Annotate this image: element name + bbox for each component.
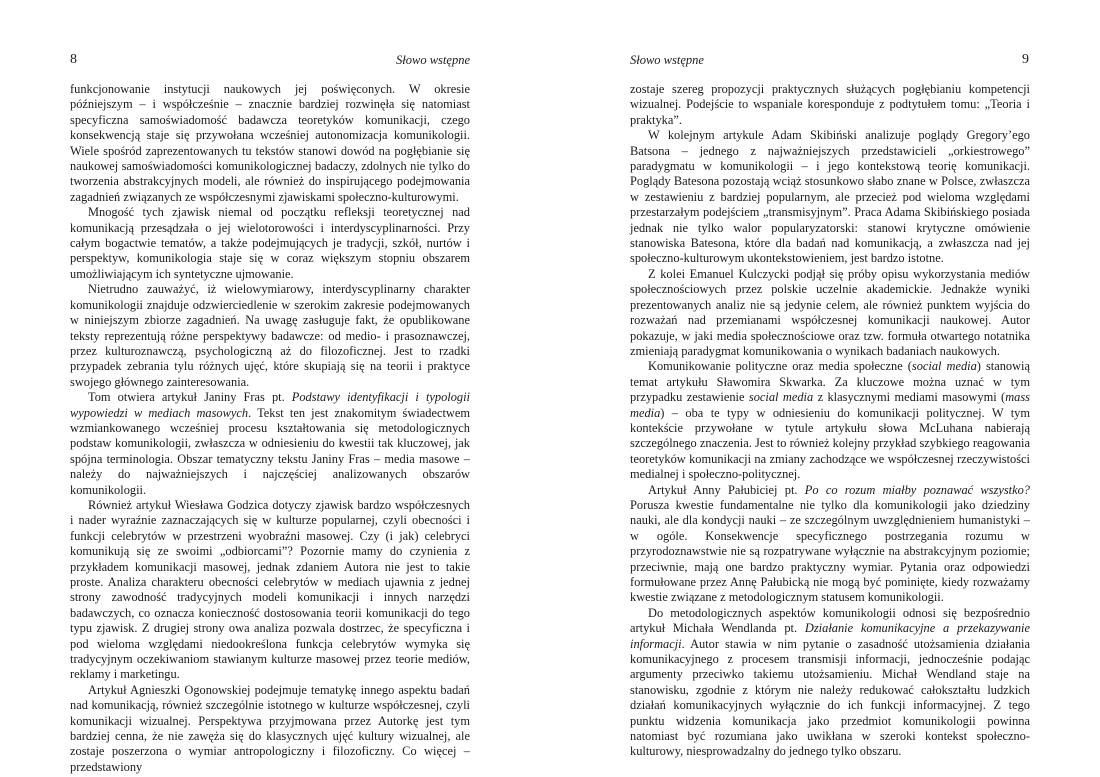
italic-title-text: Działanie komunikacyjne a przekazywanie informacji bbox=[630, 621, 1030, 651]
paragraph bbox=[70, 205, 470, 282]
italic-title-text: social media bbox=[748, 390, 814, 405]
paragraph-text: Do metodologicznych aspektów komunikologii odnosi się bezpośrednio artykuł Michała Wendlanda pt. bbox=[630, 605, 1030, 636]
paragraph-text: Porusza kwestie fundamentalne nie tylko dla komunikologii jako dziedziny nauki, ale dla kondycji nauki – ze szczególnym uwzględnieniem humanistyki – w ogóle. Konsekwencje specyficznego postrzegania rozumu w przyrodoznawstwie nie są rozpatrywane wyłącznie na abstrakcyjnym poziomie; przeciwnie, mają one bardzo praktyczny wymiar. Pytania oraz odpowiedzi formułowane przez Annę Pałubicką nie mogą być pominięte, kiedy rozważamy kwestie związane z metodologicznym statusem komunikologii. bbox=[630, 497, 1030, 605]
paragraph-text: Nietrudno zauważyć, iż wielowymiarowy, interdyscyplinarny charakter komunikologii znajduje odzwierciedlenie w szerokim zakresie podejmowanych w niniejszym zbiorze zagadnień. Na uwagę zasługuje fakt, że opublikowane teksty reprezentują różne perspektywy badawcze: od medio- i prasoznawczej, przez kulturoznawczą, psychologiczną aż do filozoficznej. Jest to rzadki przypadek zebrania tylu różnych ujęć, które skupiają się na teorii i praktyce swojego głównego zainteresowania. bbox=[70, 282, 470, 389]
paragraph-text: W kolejnym artykule Adam Skibiński analizuje poglądy Gregory’ego Batsona – jednego z najważniejszych przedstawicieli „orkiestrowego” paradygmatu w komunikologii – i jego kontekstową teorię komunikacji. Poglądy Batesona pozostają wciąż stosunkowo słabo znane w Polsce, zwłaszcza w zestawieniu z bardziej popularnym, ale przecież pod wieloma względami przestarzałym podejściem „transmisyjnym”. Praca Adama Skibińskiego posiada jednak nie tylko walor popularyzatorski: stanowi krytyczne omówienie stanowiska Batesona, które dla badań nad komunikacją, a zwłaszcza nad jej społeczno-kulturowym ukontekstowieniem, jest bardzo istotne. bbox=[630, 128, 1030, 266]
paragraph-text: ) – oba te typy w odniesieniu do komunikacji politycznej. W tym kontekście przywołane w tytule artykułu słowa McLuhana nabierają szczególnego znaczenia. Jest to również kolejny przykład szybkiego reagowania teoretyków komunikacji na zmiany zachodzące we współczesnej rzeczywistości medialnej i społeczno-politycznej. bbox=[630, 405, 1030, 482]
paragraph bbox=[630, 82, 1030, 128]
italic-title-text: social media bbox=[911, 359, 977, 374]
paragraph-text: . Tekst ten jest znakomitym świadectwem wzmiankowanego wcześniej procesu kształtowania się metodologicznych podstaw komunikologii, zwłaszcza w odniesieniu do kwestii tak kluczowej, jak spójna terminologia. Obszar tematyczny tekstu Janiny Fras – media masowe – należy do najważniejszych i najczęściej analizowanych obszarów komunikologii. bbox=[70, 405, 470, 497]
paragraph bbox=[630, 359, 1030, 482]
paragraph bbox=[630, 128, 1030, 267]
paragraph bbox=[630, 606, 1030, 760]
paragraph-text: Mnogość tych zjawisk niemal od początku refleksji teoretycznej nad komunikacją przesądzała o jej wielotorowości i interdyscyplinarności. Przy całym bogactwie tematów, a także podejmujących je tradycji, szkół, nurtów i perspektyw, komunikologia staje się w coraz większym stopniu obszarem umożliwiającym ich syntetyczne ujmowanie. bbox=[70, 205, 470, 281]
italic-title-text: Podstawy identyfikacji i typologii wypowiedzi w mediach masowych bbox=[70, 390, 471, 420]
page-number: 9 bbox=[1022, 52, 1029, 67]
paragraph-text: Artykuł Anny Pałubiciej pt. bbox=[648, 482, 805, 497]
paragraph bbox=[70, 683, 470, 775]
paragraph bbox=[70, 498, 470, 683]
paragraph-text: ) stanowią temat artykułu Sławomira Skwarka. Za kluczowe można uznać w tym przypadku zestawienie bbox=[630, 359, 1030, 405]
paragraph-text: Również artykuł Wiesława Godzica dotyczy zjawisk bardzo współczesnych i nader wyraźnie zaznaczających się w kulturze popularnej, czyli obecności i funkcji celebrytów w przestrzeni wyobraźni masowej. Czy (i jak) celebryci komunikują się ze swoimi „odbiorcami”? Pozornie mamy do czynienia z przykładem komunikacji masowej, jednak zdaniem Autora nie jest to takie proste. Analiza charakteru obecności celebrytów w mediach ujawnia z jednej strony zawodność tradycyjnych modeli komunikacji i innych narzędzi badawczych, co oznacza konieczność dostosowania teorii komunikacji do tego typu zjawisk. Z drugiej strony owa analiza pozwala dostrzec, że specyficzna i pod wieloma względami niedookreślona funkcja celebrytów wymyka się tradycyjnym oczekiwaniom stawianym kulturze masowej przez teorie mediów, reklamy i marketingu. bbox=[70, 497, 470, 682]
paragraph bbox=[630, 483, 1030, 606]
body-text bbox=[70, 82, 470, 775]
italic-title-text: Po co rozum miałby poznawać wszystko? bbox=[804, 482, 1030, 497]
paragraph bbox=[70, 82, 470, 205]
paragraph-text: Tom otwiera artykuł Janiny Fras pt. bbox=[88, 390, 292, 405]
body-text bbox=[630, 82, 1030, 760]
running-head: Słowo wstępne bbox=[396, 53, 470, 67]
paragraph-text: Z kolei Emanuel Kulczycki podjął się próby opisu wykorzystania mediów społecznościowych przez polskie uczelnie akademickie. Jednakże wyniki prezentowanych analiz nie są jedynie celem, ale również punktem wyjścia do rozważań nad przemianami współczesnej komunikacji naukowej. Autor pokazuje, w jaki media społecznościowe oraz tzw. formuła otwartego notatnika zmieniają paradygmat komunikowania o wynikach badaniach naukowych. bbox=[630, 266, 1030, 358]
paragraph bbox=[70, 390, 470, 498]
page-number: 8 bbox=[70, 52, 77, 67]
paragraph-text: z klasycznymi mediami masowymi ( bbox=[813, 390, 1006, 405]
paragraph-text: Artykuł Agnieszki Ogonowskiej podejmuje tematykę innego aspektu badań nad komunikacją, również szczególnie istotnego w kulturze współczesnej, czyli komunikacji wizualnej. Perspektywa przyjmowana przez Autorkę jest tym bardziej cenna, że nie zawęża się do klasycznych ujęć kultury wizualnej, ale zostaje poszerzona o wymiar antropologiczny i filozoficzny. Co więcej – przedstawiony bbox=[70, 682, 470, 774]
paragraph-text: . Autor stawia w nim pytanie o zasadność utożsamienia działania komunikacyjnego z procesem transmisji informacji, jednocześnie podając argumenty przeciwko takiemu utożsamieniu. Michał Wendland staje na stanowisku, zgodnie z którym nie należy redukować całokształtu ludzkich działań komunikacyjnych wyłącznie do ich funkcji informacyjnej. Z tego punktu widzenia komunikacja jako przedmiot komunikologii powinna natomiast być rozumiana jako uwikłana w szeroki kontekst społeczno-kulturowy, niesprowadzalny do jednego tylko obszaru. bbox=[630, 636, 1030, 759]
paragraph-text: funkcjonowanie instytucji naukowych jej poświęconych. W okresie późniejszym – i współcześnie – znacznie bardziej rozwinęła się natomiast specyficzna samoświadomość badawcza teoretyków komunikacji, czego konsekwencją staje się przywołana wcześniej autonomizacja komunikologii. Wiele spośród zaprezentowanych tu tekstów stanowi dowód na pogłębianie się naukowej samoświadomości komunikologicznej badaczy, zdolnych nie tylko do tworzenia abstrakcyjnych modeli, ale również do inspirującego podejmowania zagadnień związanych ze współczesnymi zjawiskami społeczno-kulturowymi. bbox=[70, 82, 470, 204]
running-head: Słowo wstępne bbox=[630, 53, 704, 67]
paragraph-text: Komunikowanie polityczne oraz media społeczne ( bbox=[648, 359, 912, 374]
right-page bbox=[550, 0, 1100, 777]
paragraph bbox=[630, 267, 1030, 359]
italic-title-text: mass media bbox=[630, 390, 1030, 420]
paragraph-text: zostaje szereg propozycji praktycznych służących pogłębianiu kompetencji wizualnej. Podejście to wspaniale koresponduje z podtytułem tomu: „Teoria i praktyka”. bbox=[630, 82, 1030, 127]
paragraph bbox=[70, 282, 470, 390]
